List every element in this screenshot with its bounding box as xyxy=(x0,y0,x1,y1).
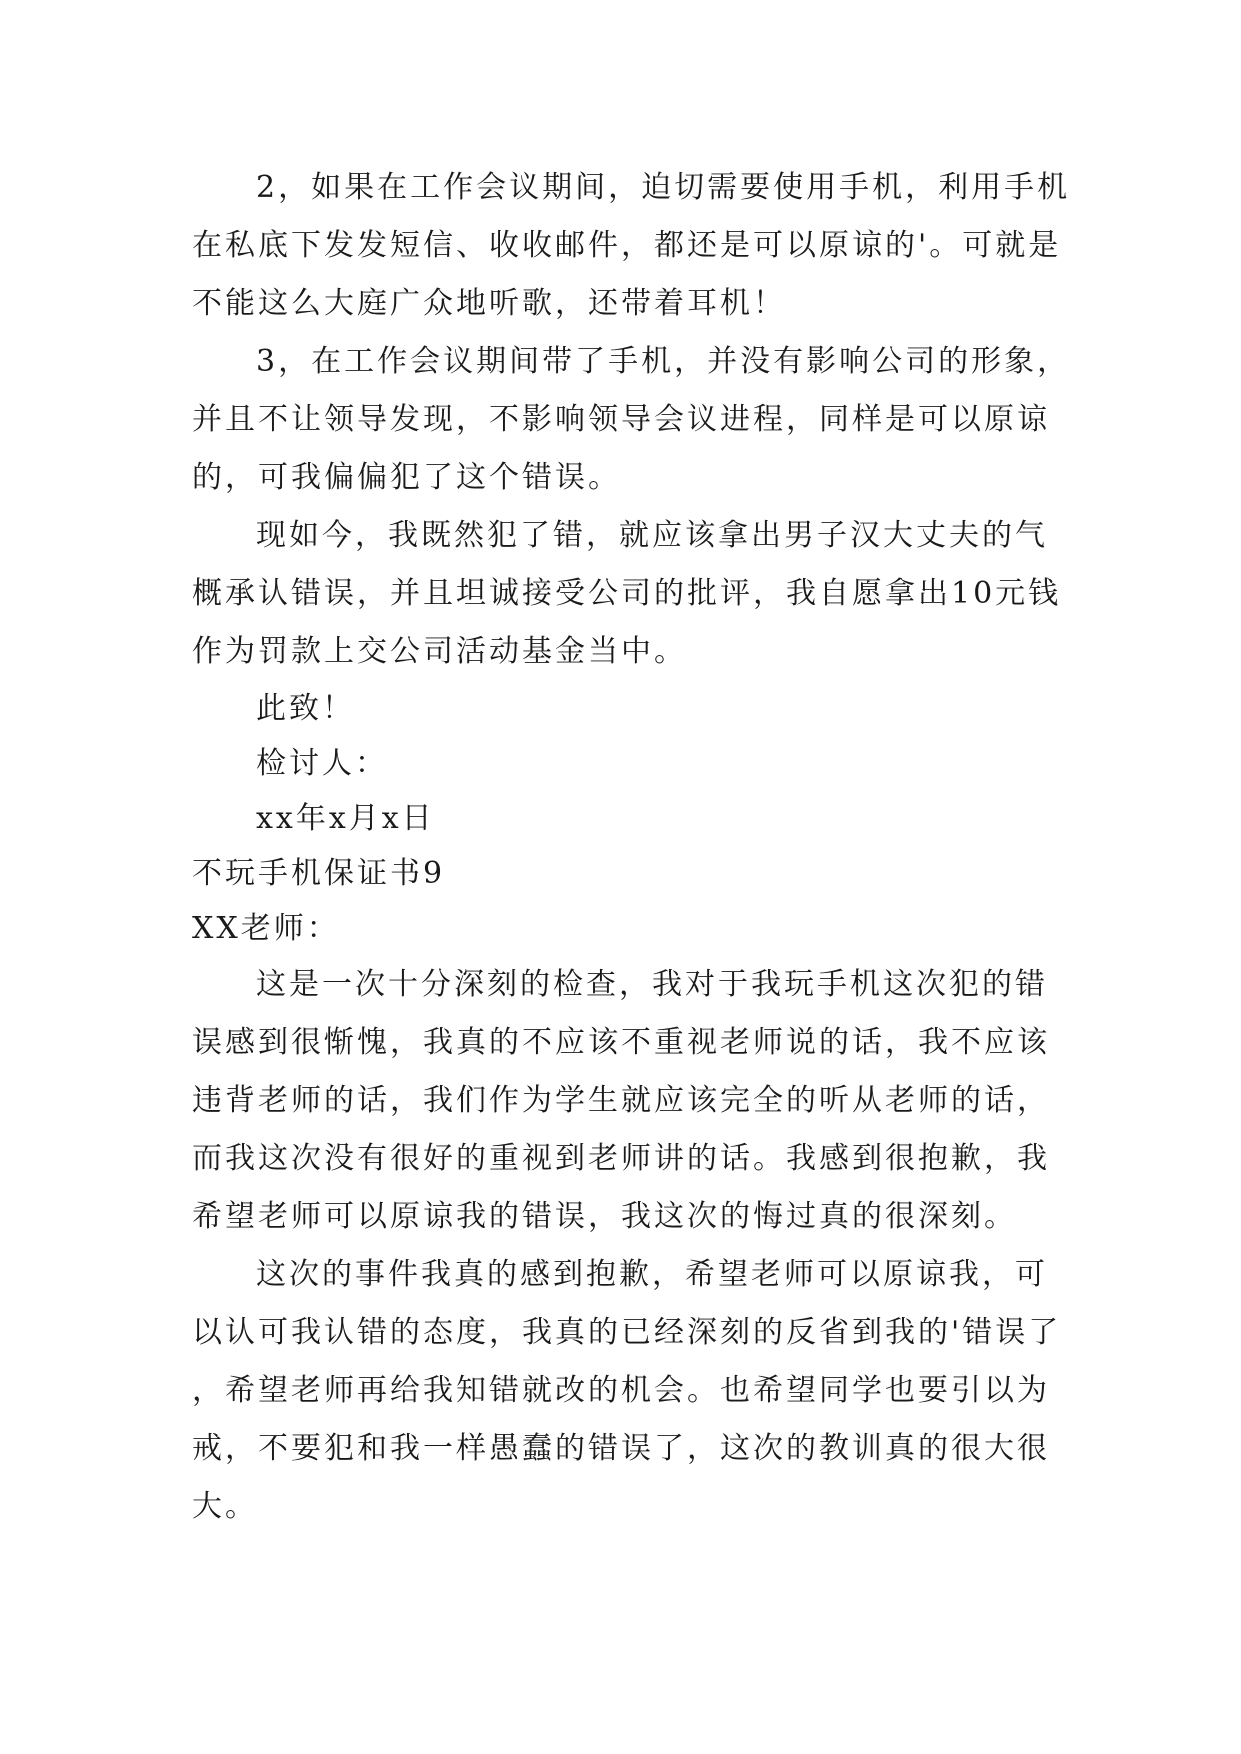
paragraph-apology: 这次的事件我真的感到抱歉，希望老师可以原谅我，可以认可我认错的态度，我真的已经深刻的反省到我的'错误了，希望老师再给我知错就改的机会。也希望同学也要引以为戒，不要犯和我一样愚蠢的错误了，这次的教训真的很大很大。 xyxy=(192,1257,1062,1524)
paragraph-item-3: 3，在工作会议期间带了手机，并没有影响公司的形象，并且不让领导发现，不影响领导会议进程，同样是可以原谅的，可我偏偏犯了这个错误。 xyxy=(192,344,1071,495)
paragraph-regret: 这是一次十分深刻的检查，我对于我玩手机这次犯的错误感到很惭愧，我真的不应该不重视老师说的话，我不应该违背老师的话，我们作为学生就应该完全的听从老师的话，而我这次没有很好的重视到老师讲的话。我感到很抱歉，我希望老师可以原谅我的错误，我这次的悔过真的很深刻。 xyxy=(192,967,1050,1234)
date-line: xx年x月x日 xyxy=(256,801,435,836)
section-title: 不玩手机保证书9 xyxy=(192,856,446,891)
closing-line: 此致！ xyxy=(256,691,355,726)
signer-label: 检讨人： xyxy=(256,746,388,781)
paragraph-item-2: 2，如果在工作会议期间，迫切需要使用手机，利用手机在私底下发发短信、收收邮件，都还是可以原谅的'。可就是不能这么大庭广众地听歌，还带着耳机！ xyxy=(192,170,1071,321)
document-body xyxy=(192,159,1072,1536)
paragraph-admission: 现如今，我既然犯了错，就应该拿出男子汉大丈夫的气概承认错误，并且坦诚接受公司的批评，我自愿拿出10元钱作为罚款上交公司活动基金当中。 xyxy=(192,518,1062,669)
salutation: XX老师： xyxy=(192,911,340,946)
